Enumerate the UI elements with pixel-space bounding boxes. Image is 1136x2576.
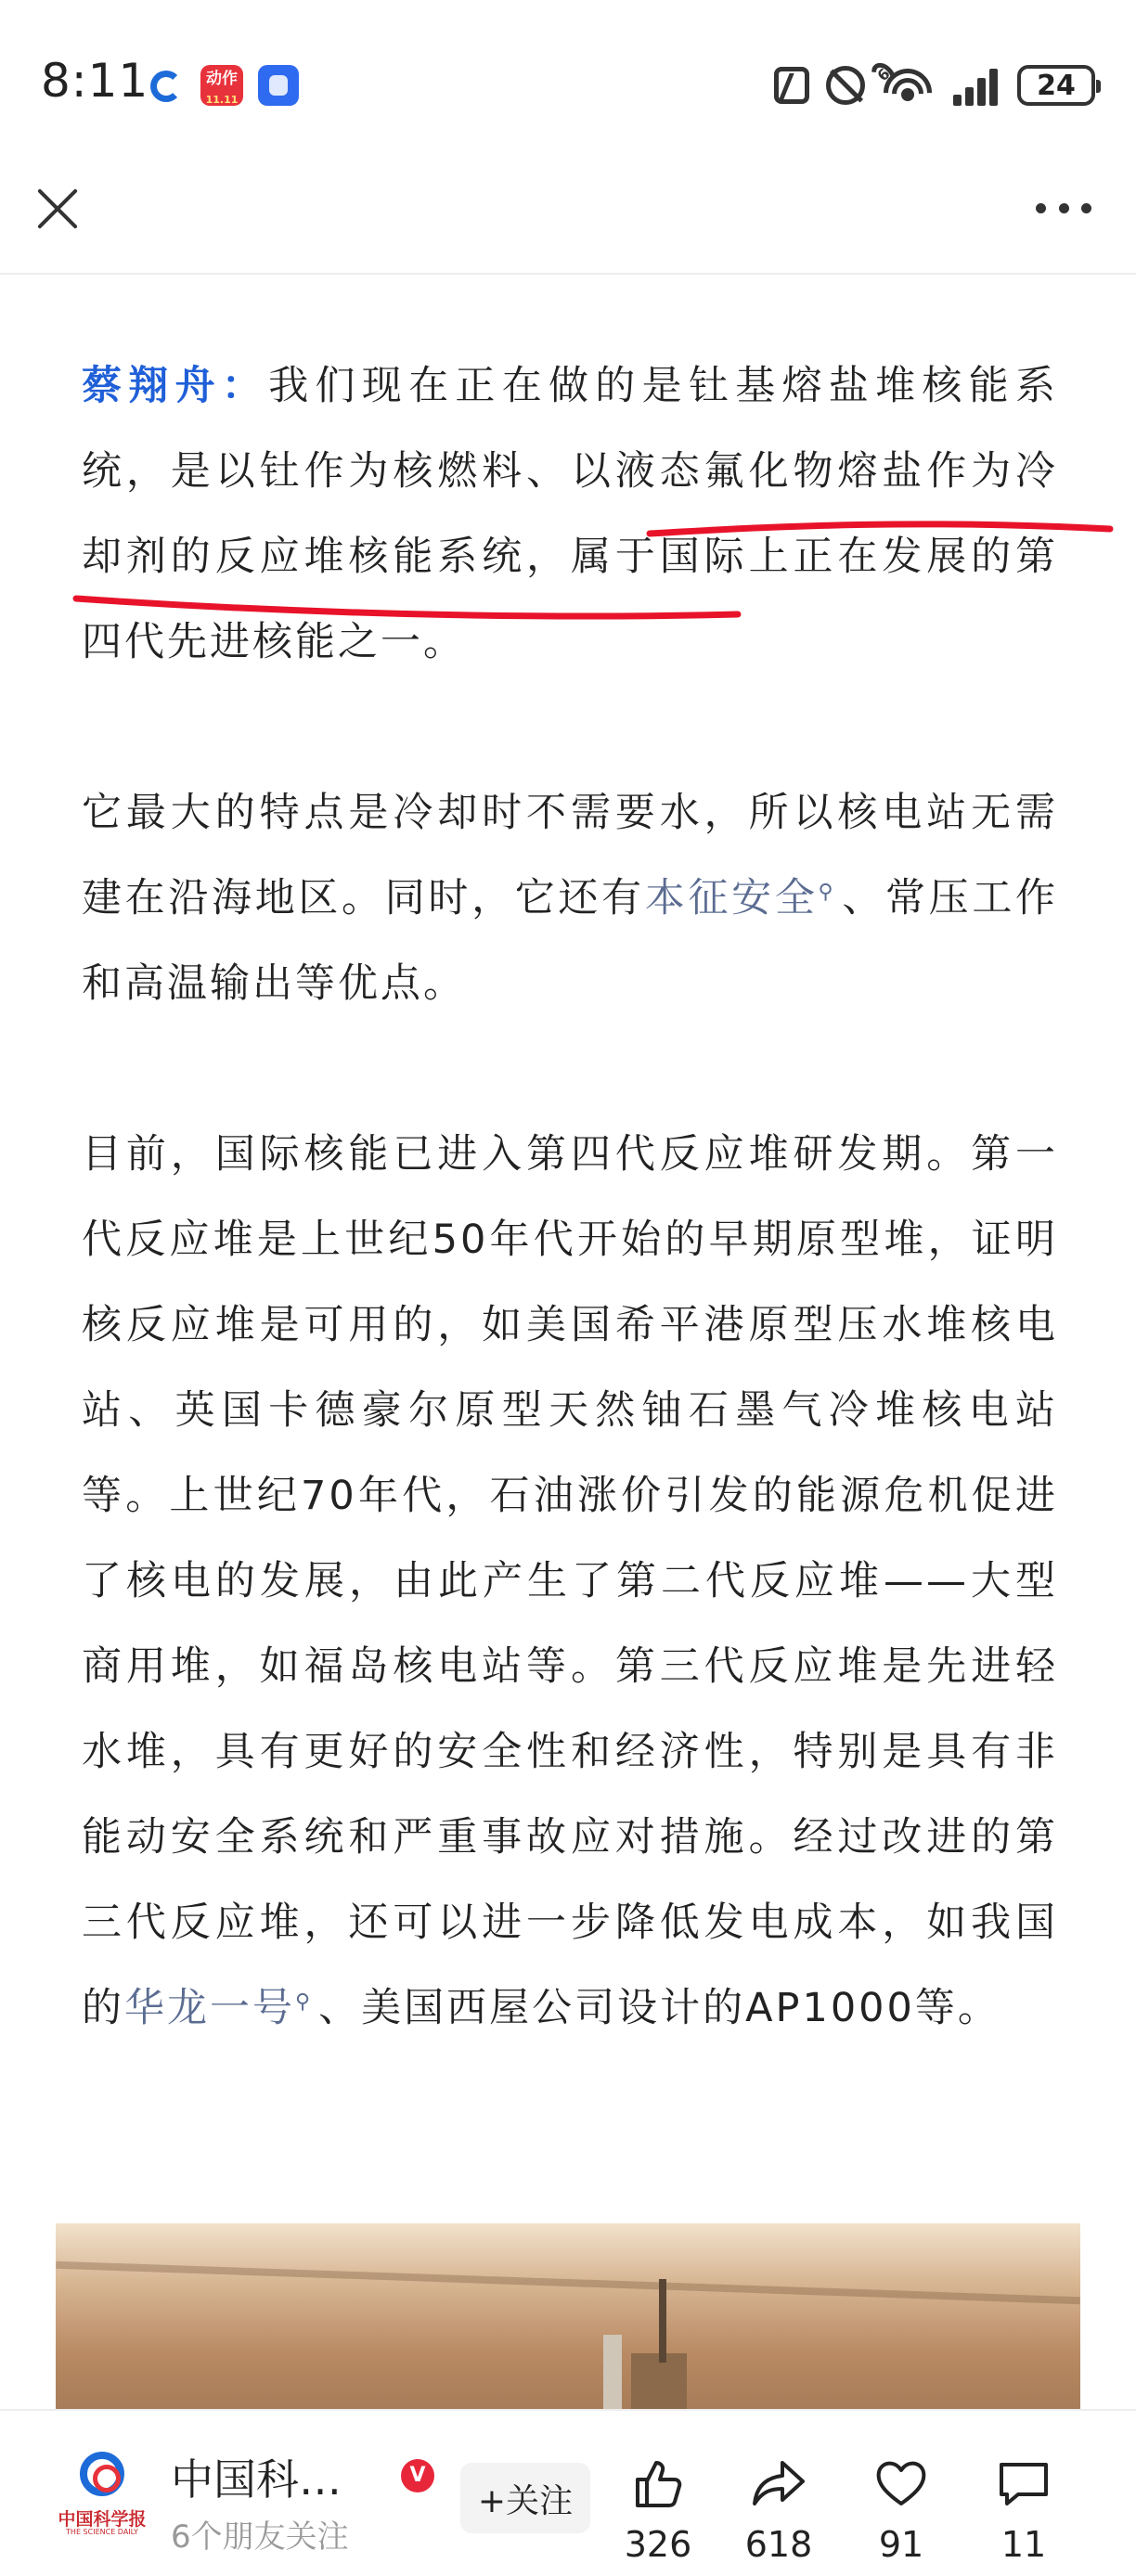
c-app-icon	[150, 71, 182, 102]
article-photo[interactable]	[56, 2223, 1080, 2409]
close-icon[interactable]	[33, 186, 80, 232]
avatar[interactable]	[56, 2452, 148, 2544]
status-icons	[774, 63, 1095, 108]
like-button[interactable]	[607, 2437, 709, 2567]
logo-ring-icon	[80, 2452, 124, 2496]
favorite-count: 91	[878, 2524, 924, 2565]
paragraph-1	[82, 343, 1058, 685]
battery-icon	[1017, 65, 1095, 106]
article-body	[82, 343, 1058, 2136]
network-generation-label: 6	[867, 58, 899, 91]
status-bar	[0, 0, 1136, 167]
signal-icon	[950, 65, 1000, 106]
link-intrinsic-safety[interactable]: 本征安全	[644, 875, 819, 921]
heart-icon	[873, 2455, 929, 2511]
more-icon[interactable]	[1036, 199, 1091, 217]
share-button[interactable]	[728, 2437, 830, 2567]
blue-app-icon	[258, 65, 299, 106]
like-count: 326	[624, 2524, 692, 2565]
nfc-icon	[774, 67, 809, 104]
paragraph-2	[82, 770, 1058, 1026]
wifi-icon	[873, 64, 934, 106]
share-icon	[751, 2455, 807, 2511]
verified-badge: V	[401, 2459, 434, 2492]
paragraph-1-text: 我们现在正在做的是钍基熔盐堆核能系统，是以钍作为核燃料、以液态氟化物熔盐作为冷却剂的反应堆核能系统，属于国际上正在发展的第四代先进核能之一。	[82, 363, 1059, 665]
share-count: 618	[744, 2524, 813, 2565]
comment-button[interactable]	[973, 2437, 1075, 2567]
top-bar	[0, 167, 1136, 275]
paragraph-3-after: 、美国西屋公司设计的AP1000等。	[318, 1985, 1000, 2031]
dongzuo-app-icon	[200, 65, 243, 106]
paragraph-3	[82, 1112, 1058, 2051]
favorite-button[interactable]	[850, 2437, 952, 2567]
comment-count: 11	[1000, 2524, 1047, 2565]
dongzuo-app-label: 动作	[206, 70, 238, 88]
search-icon[interactable]: ⚲	[295, 1990, 314, 2014]
avatar-brand-text: 中国科学报	[58, 2509, 147, 2530]
alarm-off-icon	[826, 66, 865, 105]
paragraph-3-before: 目前，国际核能已进入第四代反应堆研发期。第一代反应堆是上世纪50年代开始的早期原型堆，证明核反应堆是可用的，如美国希平港原型压水堆核电站、英国卡德豪尔原型天然铀石墨气冷堆核电站等。上世纪70年代，石油涨价引发的能源危机促进了核电的发展，由此产生了第二代反应堆——大型商用堆，如福岛核电站等。第三代反应堆是先进轻水堆，具有更好的安全性和经济性，特别是具有非能动安全系统和严重事故应对措施。经过改进的第三代反应堆，还可以进一步降低发电成本，如我国的	[82, 1131, 1058, 2031]
comment-icon	[996, 2455, 1052, 2511]
follow-button[interactable]: +关注	[460, 2463, 590, 2533]
friends-following: 6个朋友关注	[171, 2518, 349, 2556]
status-time: 8:11	[41, 54, 149, 108]
paragraph-2-before: 它最大的特点是冷却时不需要水，所以核电站无需建在沿海地区。同时，它还有	[82, 790, 1058, 921]
search-icon[interactable]: ⚲	[818, 881, 836, 904]
battery-level: 24	[1037, 69, 1076, 102]
thumbs-up-icon	[630, 2455, 686, 2511]
paragraph-2-after: 、常压工作和高温输出等优点。	[82, 875, 1059, 1007]
dongzuo-app-sub: 11.11	[205, 94, 239, 106]
bottom-action-bar	[0, 2409, 1136, 2576]
avatar-brand-en: THE SCIENCE DAILY	[66, 2528, 138, 2536]
link-hualong-one[interactable]: 华龙一号	[124, 1985, 295, 2031]
speaker-name: 蔡翔舟：	[82, 363, 269, 409]
account-name[interactable]: 中国科…	[171, 2454, 342, 2505]
